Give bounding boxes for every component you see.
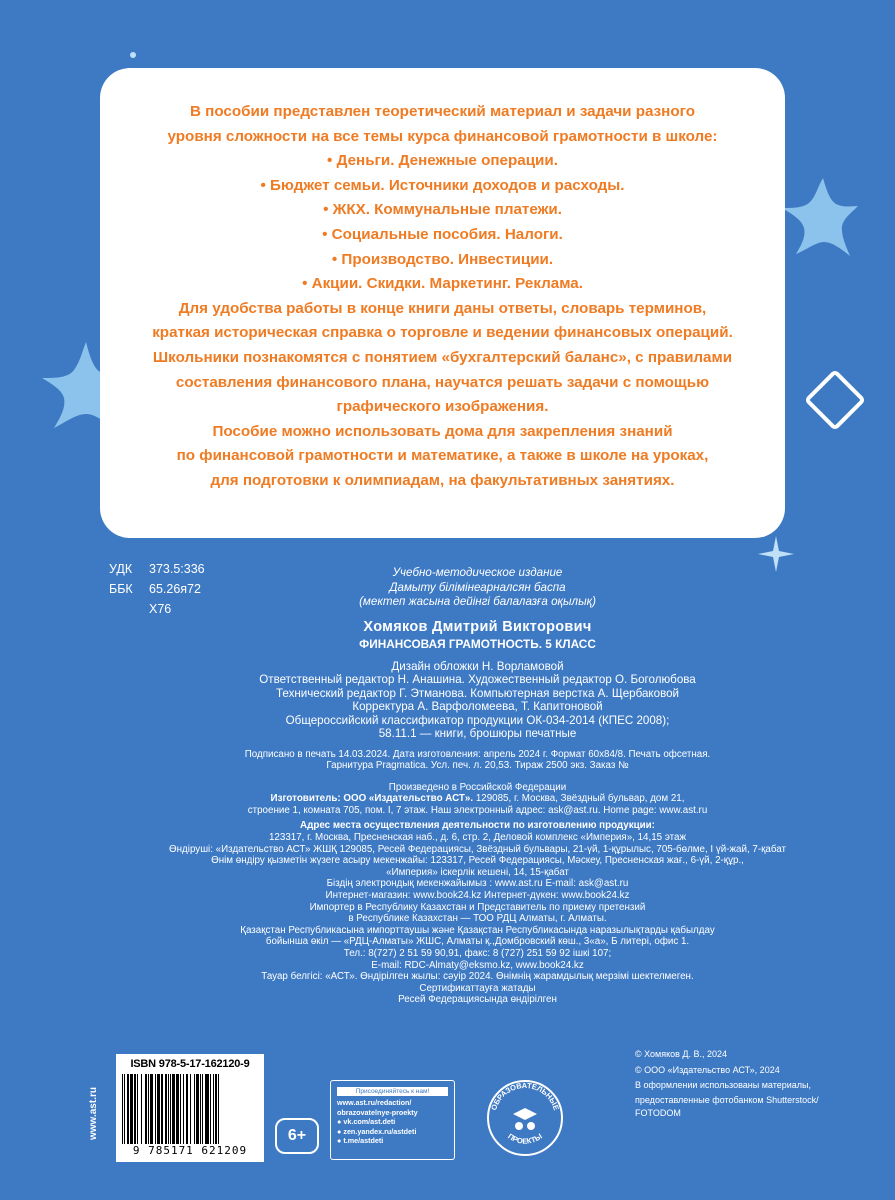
print-info-line: Гарнитура Pragmatica. Усл. печ. л. 20,53. Тираж 2500 экз. Заказ № [326, 760, 629, 772]
classifier-line: 58.11.1 — книги, брошюры печатные [378, 727, 577, 740]
bbk-value: 65.26я72 [149, 582, 201, 596]
kz-line: Өнім өндіру қызметін жүзеге асыру мекенжайы: 123317, Ресей Федерациясы, Мәскеу, Пресненская жағ., 6-үй, 2-құр., [211, 855, 744, 867]
card-line: уровня сложности на все темы курса финансовой грамотности в школе: [167, 127, 718, 145]
links-line: www.ast.ru/redaction/ [337, 1098, 412, 1107]
isbn-label: ISBN 978-5-17-162120-9 [130, 1058, 250, 1070]
kz-line: Сертификаттауға жатады [419, 982, 536, 994]
card-line: Школьники познакомятся с понятием «бухгалтерский баланс», с правилами [152, 348, 733, 366]
copyright-line: В оформлении использованы материалы, [635, 1080, 811, 1090]
kz-line: E-mail: RDC-Almaty@eksmo.kz, www.book24.kz [371, 959, 584, 971]
card-line: Пособие можно использовать дома для закрепления знаний [212, 422, 673, 440]
credit-line: Дизайн обложки Н. Ворламовой [391, 659, 564, 673]
kz-line: Өндіруші: «Издательство АСТ» ЖШҚ 129085, Ресей Федерациясы, Звёздный бульвары, 21-үй, 1-құрылыс, 705-бөлме, I үй-жай, 7-қабат [169, 843, 786, 855]
classifier-line: Общероссийский классификатор продукции ОК-034-2014 (КПЕС 2008); [285, 713, 670, 727]
edition-type-kz: Дамыту білімінеарналсян баспа [389, 580, 566, 594]
kz-line: Тел.: 8(727) 2 51 59 90,91, факс: 8 (727) 251 59 92 ішкі 107; [343, 948, 612, 959]
udk-label: УДК [109, 562, 133, 576]
card-line: для подготовки к олимпиадам, на факультативных занятиях. [210, 471, 675, 489]
card-line: • ЖКХ. Коммунальные платежи. [323, 201, 562, 219]
age-rating-badge: 6+ [275, 1118, 319, 1154]
kz-line: Тауар белгісі: «АСТ». Өндірілген жылы: сәуір 2024. Өнімнің жарамдылық мерзімі шектелмеген. [261, 971, 694, 983]
copyright-line: © Хомяков Д. В., 2024 [635, 1049, 728, 1059]
kz-line: Ресей Федерациясында өндірілген [398, 994, 557, 1006]
credit-line: Корректура А. Варфоломеева, Т. Капитоновой [352, 700, 603, 713]
kz-line: Біздің электрондық мекенжайымыз : www.ast.ru E-mail: ask@ast.ru [326, 878, 629, 890]
card-line: по финансовой грамотности и математике, а также в школе на уроках, [176, 447, 709, 465]
side-url: www.ast.ru [88, 1087, 99, 1140]
diamond-outline-icon [795, 360, 875, 440]
educational-projects-logo-icon [485, 1078, 565, 1160]
card-line: графического изображения. [336, 398, 549, 416]
maker-line [110, 793, 845, 805]
card-line: • Производство. Инвестиции. [331, 250, 554, 268]
kz-line: в Республике Казахстан — ТОО РДЦ Алматы, г. Алматы. [348, 913, 607, 925]
description-card [100, 68, 785, 538]
udk-value: 373.5:336 [149, 562, 205, 576]
barcode-bar [219, 1074, 220, 1144]
card-line: • Акции. Скидки. Маркетинг. Реклама. [302, 275, 583, 293]
card-line: • Бюджет семьи. Источники доходов и расходы. [260, 176, 625, 194]
social-links-box [330, 1080, 455, 1160]
copyright-line: предоставленные фотобанком Shutterstock/ [635, 1094, 819, 1105]
links-line: ● vk.com/ast.deti [337, 1117, 396, 1126]
author-code: Х76 [149, 602, 172, 616]
author-name: Хомяков Дмитрий Викторович [363, 618, 592, 635]
copyright-block [635, 1047, 819, 1120]
maker-label: Изготовитель: ООО «Издательство АСТ». [270, 793, 474, 805]
maker-address-2: строение 1, комната 705, пом. I, 7 этаж. Наш электронный адрес: ask@ast.ru. Home page: www.ast.ru [247, 804, 708, 816]
barcode-bars [122, 1074, 258, 1144]
card-line: В пособии представлен теоретический материал и задачи разного [189, 103, 696, 120]
edition-note-kz: (мектеп жасына дейінгі балалазға оқылық) [359, 595, 596, 608]
card-line: • Социальные пособия. Налоги. [322, 225, 563, 243]
card-line: краткая историческая справка о торговле и ведении финансовых операций. [152, 324, 733, 342]
credit-line: Ответственный редактор Н. Анашина. Художественный редактор О. Боголюбова [259, 673, 696, 686]
copyright-line: © ООО «Издательство АСТ», 2024 [635, 1064, 780, 1075]
links-line: obrazovatelnye-proekty [337, 1107, 418, 1117]
imprint-block [110, 566, 845, 1006]
book-title: ФИНАНСОВАЯ ГРАМОТНОСТЬ. 5 КЛАСС [359, 636, 596, 651]
links-header: Присоединяйтесь к нам! [337, 1087, 448, 1096]
links-line: ● t.me/astdeti [337, 1136, 384, 1145]
produced-in: Произведено в Российской Федерации [388, 781, 567, 793]
place-label: Адрес места осуществления деятельности по изготовлению продукции: [300, 820, 655, 832]
place-address: 123317, г. Москва, Пресненская наб., д. 6, стр. 2, Деловой комплекс «Империя», 14,15 этаж [268, 832, 687, 844]
bbk-label: ББК [109, 582, 133, 596]
kz-line: Импортер в Республику Казахстан и Представитель по приему претензий [309, 901, 646, 913]
card-line: Для удобства работы в конце книги даны ответы, словарь терминов, [178, 299, 707, 317]
links-line: ● zen.yandex.ru/astdeti [337, 1126, 417, 1136]
copyright-line: FOTODOM [635, 1107, 681, 1118]
card-line: составления финансового плана, научатся решать задачи с помощью [175, 373, 710, 391]
kz-line: Интернет-магазин: www.book24.kz Интернет-дүкен: www.book24.kz [325, 890, 630, 902]
print-info-line: Подписано в печать 14.03.2024. Дата изготовления: апрель 2024 г. Формат 60х84/8. Печать офсетная. [244, 748, 711, 760]
isbn-digits: 9 785171 621209 [132, 1144, 248, 1157]
star-right-icon [778, 172, 862, 262]
dot-icon [128, 50, 138, 60]
edition-type: Учебно-методическое издание [392, 566, 563, 579]
credit-line: Технический редактор Г. Этманова. Компьютерная верстка А. Щербаковой [275, 686, 680, 700]
kz-line: бойынша өкіл — «РДЦ-Алматы» ЖШС, Алматы қ.,Домбровский көш., 3«а», Б литері, офис 1. [265, 936, 690, 948]
maker-address: 129085, г. Москва, Звёздный бульвар, дом 21, [473, 793, 685, 805]
svg-text:ОБРАЗОВАТЕЛЬНЫЕ: ОБРАЗОВАТЕЛЬНЫЕ [489, 1080, 561, 1112]
isbn-barcode [116, 1054, 264, 1162]
kz-line: «Империя» іскерлік кешені, 14, 15-қабат [386, 866, 569, 878]
kz-line: Қазақстан Республикасына импорттаушы және Қазақстан Республикасында наразылықтарды қабылдау [240, 924, 715, 936]
card-line: • Деньги. Денежные операции. [327, 152, 558, 170]
svg-text:ПРОЕКТЫ: ПРОЕКТЫ [506, 1131, 544, 1146]
